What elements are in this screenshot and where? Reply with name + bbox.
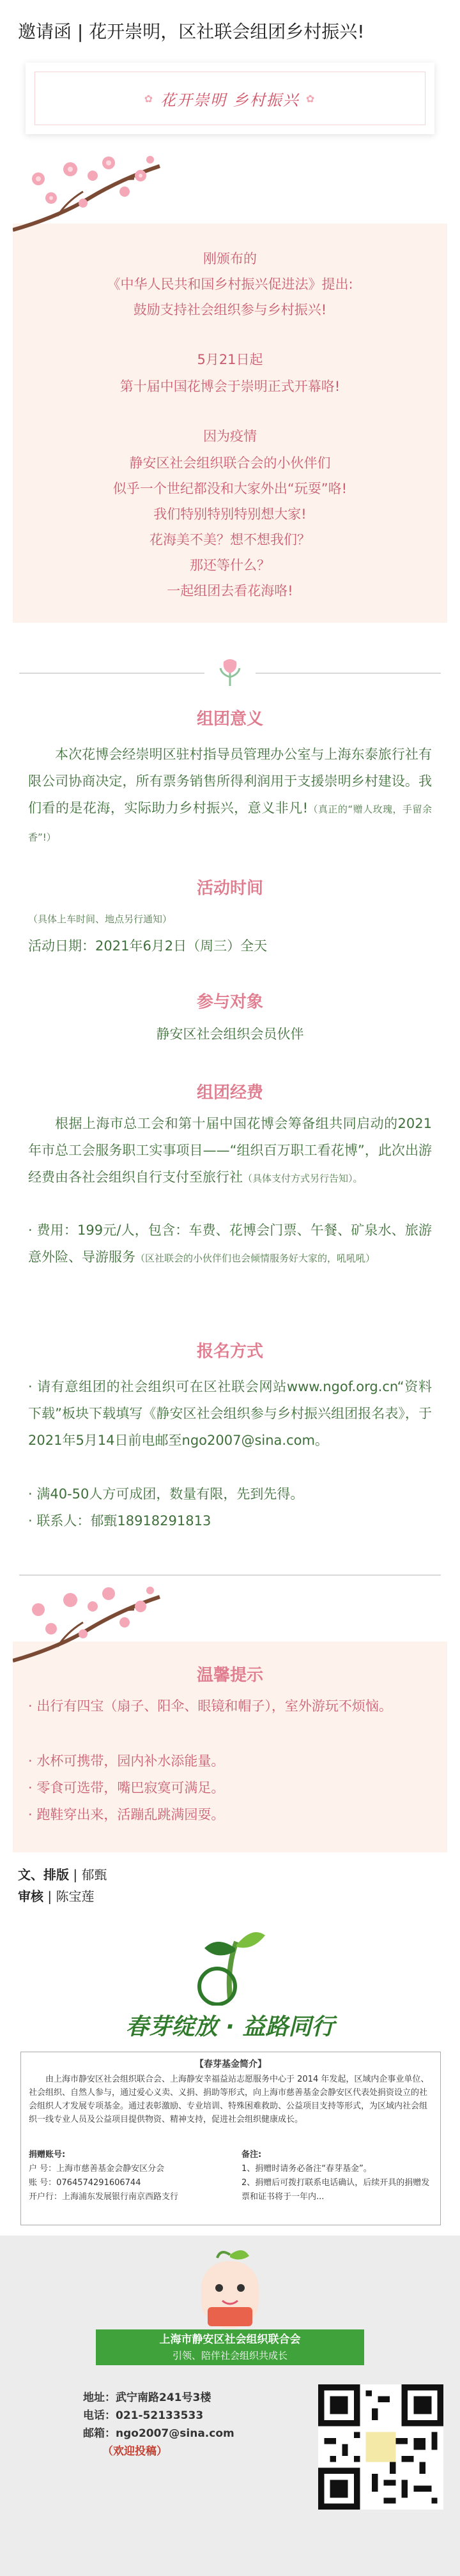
org-slogan: 引领、陪伴社会组织共成长	[172, 2350, 288, 2361]
blossom-branch-illustration	[13, 1584, 166, 1667]
audience-heading: 参与对象	[196, 993, 263, 1012]
donation-account-name: 户 号：上海市慈善基金会静安区分会	[29, 2164, 165, 2174]
meaning-paragraph	[28, 741, 432, 851]
meaning-heading: 组团意义	[196, 710, 263, 729]
tips-panel	[13, 1642, 447, 1852]
tip-item: · 跑鞋穿出来，活蹦乱跳满园耍。	[28, 1807, 225, 1822]
slogan-text: 花开崇明 乡村振兴	[160, 91, 300, 109]
meaning-note: （真正的“赠人玫瑰，手留余香”!）	[28, 804, 432, 843]
time-date: 活动日期：2021年6月2日（周三）全天	[28, 938, 268, 954]
donation-bank: 开户行：上海浦东发展银行南京西路支行	[29, 2192, 179, 2202]
time-note: （具体上车时间、地点另行通知）	[28, 913, 172, 925]
intro-line: 5月21日起	[197, 352, 263, 367]
intro-line: 静安区社会组织联合会的小伙伴们	[129, 455, 331, 471]
article-title: 邀请函 | 花开崇明，区社联会组团乡村振兴!	[18, 21, 365, 42]
cost-heading: 组团经费	[196, 1083, 263, 1102]
cost-note: （具体支付方式另行告知）。	[243, 1173, 363, 1184]
blossom-branch-illustration	[13, 153, 166, 236]
foundation-info-box	[20, 2052, 441, 2225]
foundation-logo-text: 春芽绽放 · 益路同行	[125, 2014, 335, 2040]
intro-line: 一起组团去看花海咯!	[167, 583, 293, 598]
tip-item: · 水杯可携带，园内补水添能量。	[28, 1753, 225, 1769]
credit-reviewer: 审核 | 陈宝莲	[18, 1889, 95, 1904]
intro-line: 我们特别特别特别想大家!	[153, 507, 307, 522]
intro-panel	[13, 224, 447, 623]
section-divider	[19, 673, 204, 674]
foundation-box-title: 【春芽基金简介】	[195, 2059, 266, 2069]
remark-info	[241, 2148, 433, 2204]
cost-fee-paragraph	[28, 1217, 432, 1272]
signup-step-2: · 满40-50人方可成团，数量有限，先到先得。	[28, 1486, 304, 1502]
intro-line: 第十届中国花博会于崇明正式开幕咯!	[119, 379, 341, 394]
remark-title: 备注:	[241, 2150, 262, 2160]
slogan-card	[26, 63, 434, 134]
intro-line: 刚颁布的	[203, 251, 257, 266]
mascot-icon	[182, 2248, 278, 2334]
section-divider	[256, 673, 441, 674]
donation-account-no: 账 号：0764574291606744	[29, 2178, 141, 2188]
contact-address: 地址：武宁南路241号3楼	[83, 2391, 211, 2404]
cost-fee-text: · 费用：199元/人，包含：车费、花博会门票、午餐、矿泉水、旅游意外险、导游服务	[28, 1223, 432, 1265]
intro-line: 似乎一个世纪都没和大家外出“玩耍”咯!	[112, 481, 348, 496]
remark-item: 1、捐赠时请务必备注“春芽基金”。	[241, 2164, 372, 2174]
intro-line: 《中华人民共和国乡村振兴促进法》提出:	[107, 277, 353, 292]
section-divider	[19, 1574, 441, 1576]
cost-text: 根据上海市总工会和第十届中国花博会筹备组共同启动的2021年市总工会服务职工实事项目——“组织百万职工看花博”，此次出游经费由各社会组织自行支付至旅行社	[28, 1116, 432, 1185]
tulip-icon	[214, 658, 246, 690]
contact-block	[83, 2389, 234, 2460]
qr-code-icon[interactable]	[318, 2384, 443, 2510]
remark-item: 2、捐赠后可拨打联系电话确认，后续开具的捐赠发票和证书将于一年内...	[241, 2178, 430, 2202]
intro-line: 花海美不美？想不想我们？	[150, 532, 310, 547]
tip-item: · 出行有四宝（扇子、阳伞、眼镜和帽子），室外游玩不烦恼。	[28, 1698, 392, 1714]
time-heading: 活动时间	[196, 879, 263, 898]
foundation-box-text: 由上海市静安区社会组织联合会、上海静安幸福益站志愿服务中心于 2014 年发起，区域内企事业单位、社会组织、自然人参与，通过爱心义卖、义捐、捐助等形式，向上海市慈善基金会静安区代表处捐资设立的社会组织人才发展专项基金。通过表彰激励、专业培训、特殊困难救助、公益项目支持等形式，为区域内社会组织一线专业人员及公益项目提供物资、精神支持，促进社会组织健康成长。	[29, 2075, 429, 2124]
signup-step-1: · 请有意组团的社会组织可在区社联会网站www.ngof.org.cn“资料下载”板块下载填写《静安区社会组织参与乡村振兴组团报名表》，于2021年5月14日前电邮至ngo2007@sina.com。	[28, 1379, 432, 1448]
tips-heading: 温馨提示	[196, 1666, 263, 1685]
org-banner	[96, 2329, 364, 2365]
tip-item: · 零食可选带，嘴巴寂寞可满足。	[28, 1780, 225, 1795]
contact-welcome: （欢迎投稿）	[102, 2445, 167, 2458]
donation-info	[29, 2148, 233, 2204]
credit-reviewer-name: 陈宝莲	[56, 1889, 95, 1904]
org-name: 上海市静安区社会组织联合会	[159, 2333, 301, 2346]
credit-writer: 文、排版 | 郁甄	[18, 1867, 107, 1882]
intro-line: 那还等什么？	[190, 558, 270, 573]
cost-paragraph	[28, 1110, 432, 1192]
credits-block	[18, 1864, 107, 1907]
flower-icon: ✿	[305, 92, 316, 105]
credit-writer-name: 郁甄	[81, 1867, 107, 1882]
signup-contact: · 联系人：郁甄18918291813	[28, 1513, 211, 1528]
cost-fee-note: （区社联会的小伙伴们也会倾情服务好大家的，吼吼吼）	[135, 1253, 376, 1264]
credit-writer-label: 文、排版	[18, 1867, 69, 1882]
sprout-logo-icon	[192, 1923, 268, 2008]
slogan-frame	[34, 72, 425, 125]
donation-title: 捐赠账号:	[29, 2150, 66, 2160]
contact-phone: 电话：021-52133533	[83, 2409, 204, 2422]
intro-line: 鼓励支持社会组织参与乡村振兴!	[133, 302, 327, 317]
intro-line: 因为疫情	[203, 429, 257, 444]
contact-email: 邮箱：ngo2007@sina.com	[83, 2427, 234, 2440]
credit-reviewer-label: 审核	[18, 1889, 43, 1904]
signup-heading: 报名方式	[196, 1342, 263, 1361]
flower-icon: ✿	[144, 92, 155, 105]
meaning-text: 本次花博会经崇明区驻村指导员管理办公室与上海东泰旅行社有限公司协商决定，所有票务销售所得利润用于支援崇明乡村建设。我们看的是花海，实际助力乡村振兴，意义非凡!	[28, 747, 432, 816]
audience-text: 静安区社会组织会员伙伴	[156, 1026, 304, 1042]
